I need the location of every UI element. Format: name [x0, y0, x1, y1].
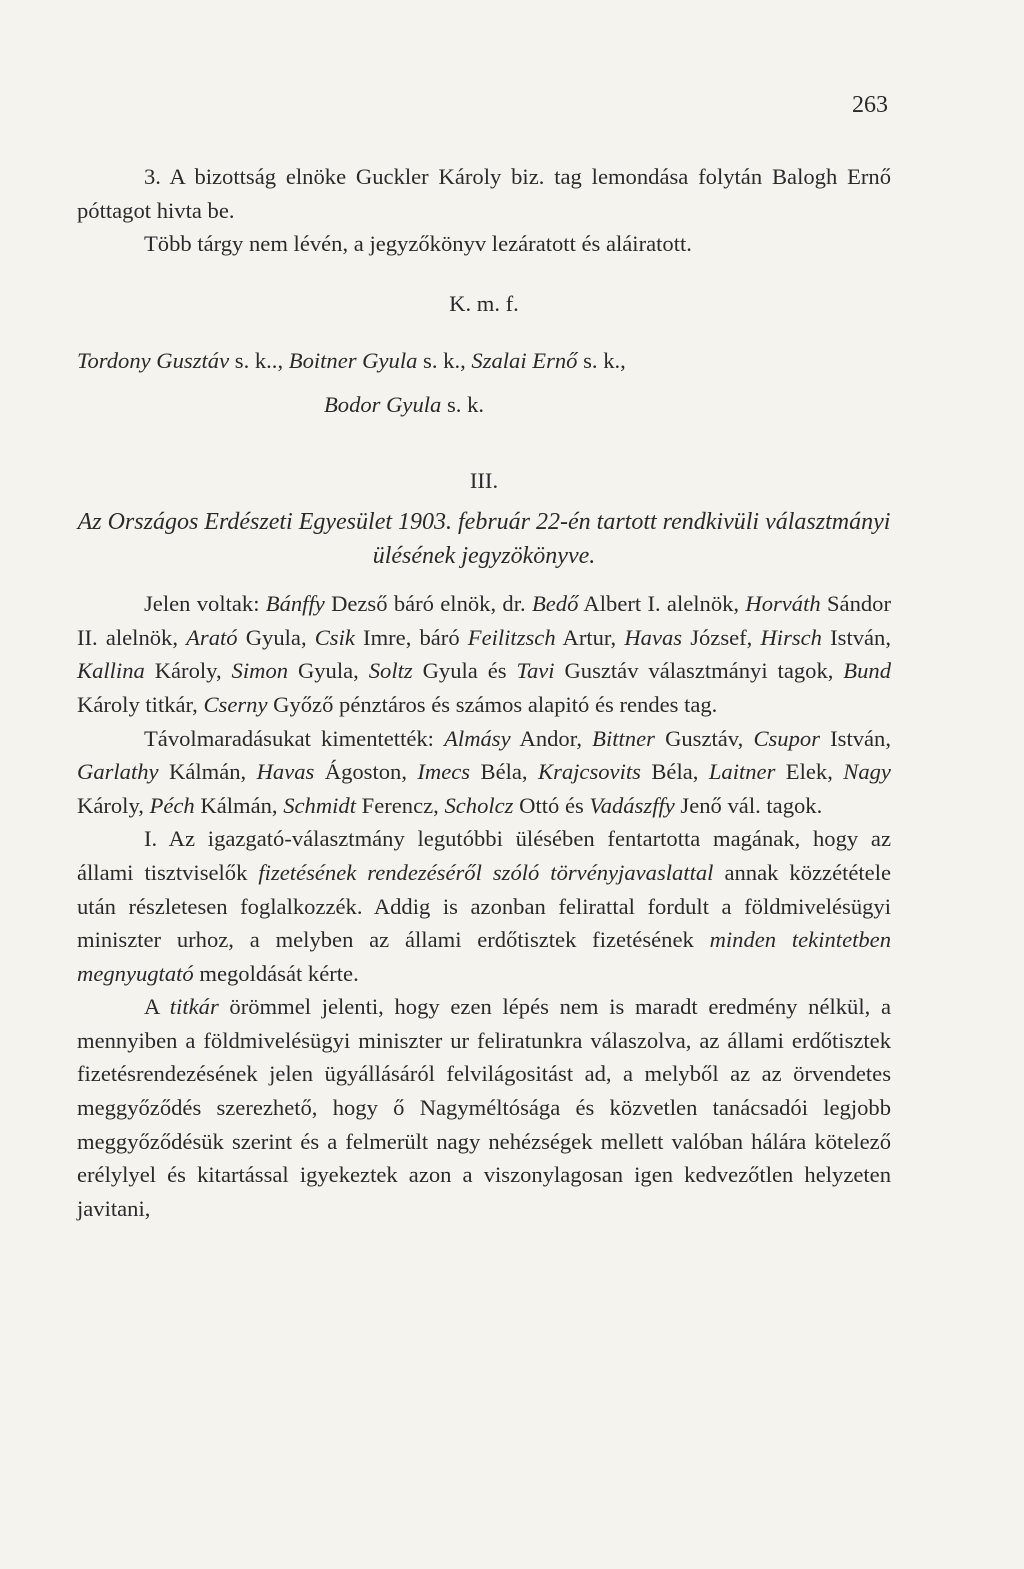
- signature-name: Bodor Gyula: [323, 391, 442, 417]
- signatures-line-1: Tordony Gusztáv s. k.., Boitner Gyula s. k., Szalai Ernő s. k.,: [77, 348, 626, 374]
- absentees-paragraph: Távolmaradásukat kimentették: Almásy Andor, Bittner Gusztáv, Csupor István, Garlathy Kálmán, Havas Ágoston, Imecs Béla, Krajcsovits Béla, Laitner Elek, Nagy Károly, Péch Kálmán, Schmidt Ferencz, Scholcz Ottó és Vadászffy Jenő vál. tagok.: [77, 725, 891, 818]
- page-number: 263: [852, 92, 888, 118]
- paragraph-closing: Több tárgy nem lévén, a jegyzőkönyv lezáratott és aláiratott.: [144, 231, 692, 257]
- section-2-paragraph: A titkár örömmel jelenti, hogy ezen lépés nem is maradt eredmény nélkül, a mennyiben a földmivelésügyi miniszter ur feliratunkra válaszolva, az állami erdőtisztek fizetésrendezésének jelen ügyállásáról felvilágositást ad, a melyből az az örvendetes meggyőződés szerezhető, hogy ő Nagyméltósága és közvetlen tanácsadói legjobb meggyőződésük szerint és a felmerült nagy nehézségek mellett valóban hálára kötelező erélylyel és kitartással igyekeztek azon a viszonylagosan igen kedvezőtlen helyzeten javitani,: [77, 994, 892, 1221]
- section-1-paragraph: I. Az igazgató-választmány legutóbbi ülésében fentartotta magának, hogy az állami tisztviselők fizetésének rendezéséről szóló törvényjavaslattal annak közzététele után részletesen foglalkozzék. Addig is azonban felirattal fordult a földmivelésügyi miniszter urhoz, a melyben az állami erdőtisztek fizetésének minden tekintetben megnyugtató megoldását kérte.: [77, 826, 892, 986]
- page-body: [77, 160, 891, 1225]
- attendees-paragraph: Jelen voltak: Bánffy Dezső báró elnök, dr. Bedő Albert I. alelnök, Horváth Sándor II. alelnök, Arató Gyula, Csik Imre, báró Feilitzsch Artur, Havas József, Hirsch István, Kallina Károly, Simon Gyula, Soltz Gyula és Tavi Gusztáv választmányi tagok, Bund Károly titkár, Cserny Győző pénztáros és számos alapitó és rendes tag.: [77, 591, 891, 717]
- signature-name: Tordony Gusztáv: [77, 348, 230, 374]
- kmf-line: K. m. f.: [449, 290, 519, 316]
- signatures-line-2: Bodor Gyula s. k.: [323, 391, 485, 417]
- paragraph-item-3: 3. A bizottság elnöke Guckler Károly biz. tag lemondása folytán Balogh Ernő póttagot hivta be.: [77, 164, 891, 223]
- signature-name: Boitner Gyula: [288, 348, 418, 374]
- minutes-title: Az Országos Erdészeti Egyesület 1903. február 22-én tartott rendkivüli választmányi ülésének jegyzökönyve.: [77, 509, 891, 570]
- section-numeral: III.: [469, 467, 499, 493]
- signature-name: Szalai Ernő: [471, 348, 578, 374]
